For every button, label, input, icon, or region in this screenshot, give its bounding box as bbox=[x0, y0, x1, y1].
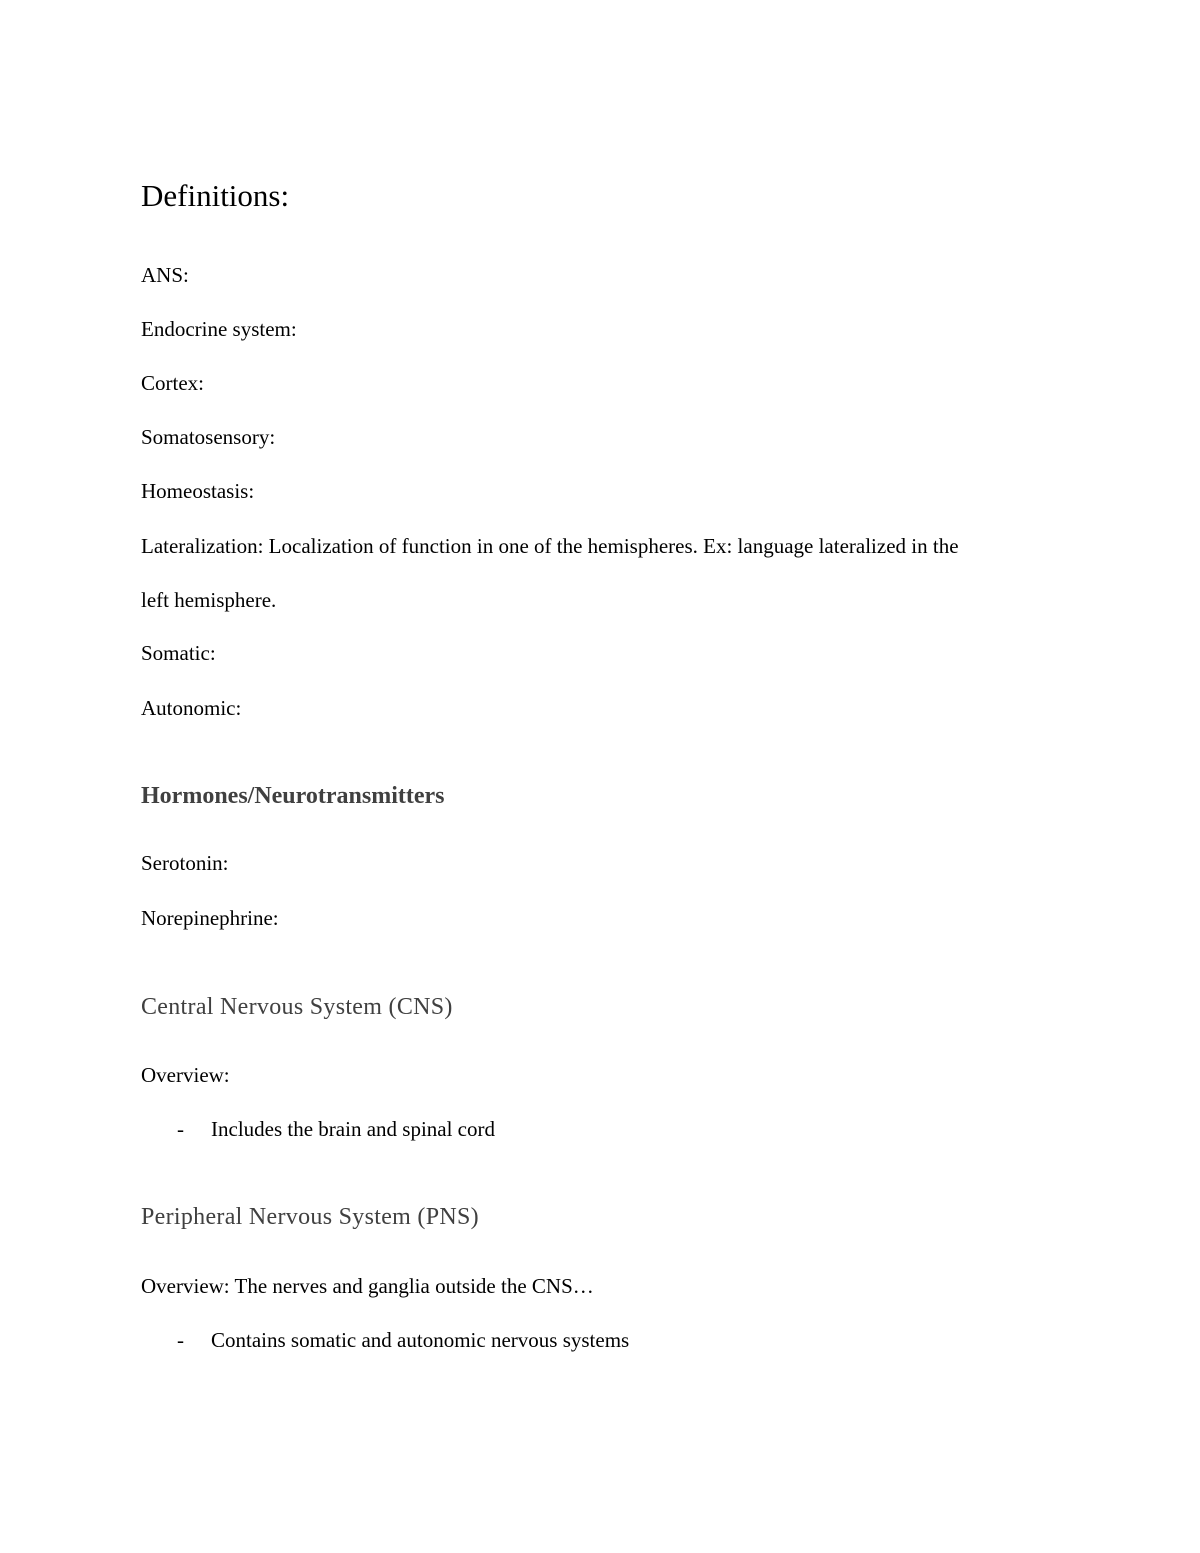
item-serotonin: Serotonin: bbox=[141, 851, 229, 875]
item-norepinephrine: Norepinephrine: bbox=[141, 906, 279, 930]
definition-cortex: Cortex: bbox=[141, 371, 204, 395]
heading-hormones-neurotransmitters: Hormones/Neurotransmitters bbox=[141, 783, 445, 809]
pns-bullet-text: Contains somatic and autonomic nervous systems bbox=[211, 1328, 630, 1352]
cns-overview: Overview: bbox=[141, 1063, 230, 1087]
definition-lateralization: Lateralization: Localization of function in one of the hemispheres. Ex: language lateralized in the bbox=[141, 534, 959, 558]
bullet-dash: - bbox=[177, 1328, 184, 1352]
definition-somatic: Somatic: bbox=[141, 641, 216, 665]
page-title: Definitions: bbox=[141, 178, 290, 213]
definition-homeostasis: Homeostasis: bbox=[141, 479, 255, 503]
cns-bullet-text: Includes the brain and spinal cord bbox=[211, 1117, 495, 1141]
definition-endocrine-system: Endocrine system: bbox=[141, 317, 297, 341]
definition-lateralization-continued: left hemisphere. bbox=[141, 588, 277, 612]
definition-autonomic: Autonomic: bbox=[141, 696, 242, 720]
pns-overview: Overview: The nerves and ganglia outside the CNS… bbox=[141, 1274, 594, 1298]
pns-bullet-item bbox=[141, 1327, 629, 1353]
heading-cns: Central Nervous System (CNS) bbox=[141, 994, 453, 1020]
heading-pns: Peripheral Nervous System (PNS) bbox=[141, 1204, 479, 1230]
cns-bullet-item bbox=[141, 1116, 495, 1142]
definition-ans: ANS: bbox=[141, 263, 189, 287]
bullet-dash: - bbox=[177, 1117, 184, 1141]
definition-somatosensory: Somatosensory: bbox=[141, 425, 276, 449]
